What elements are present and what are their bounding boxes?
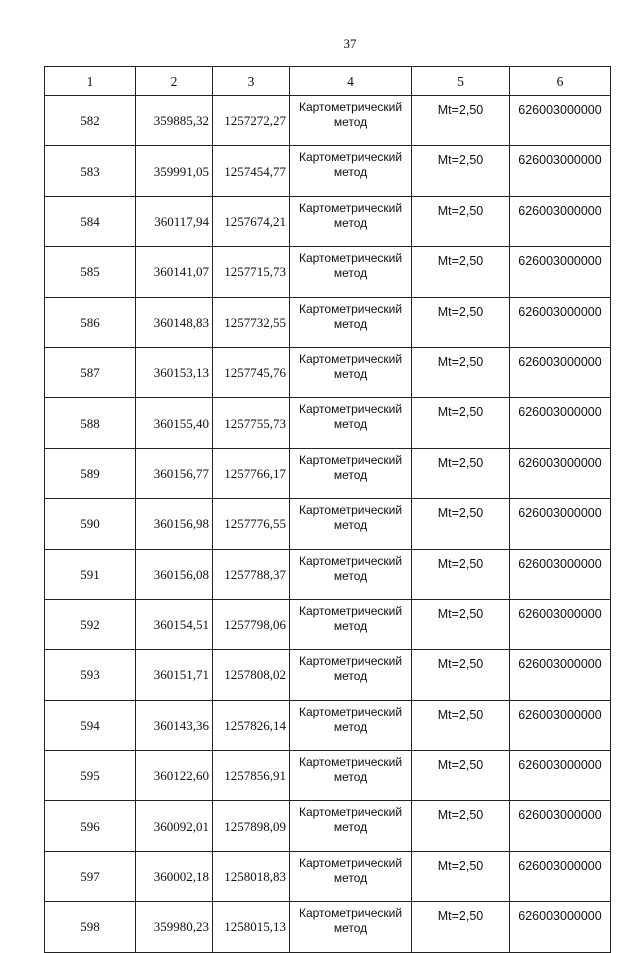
method-text: Картометрический [298,654,403,669]
point-number: 595 [45,751,136,801]
method-text: Картометрический [298,805,403,820]
method-text: метод [333,165,368,180]
table-row [45,650,611,700]
x-coordinate: 360151,71 [136,650,213,700]
method-text: метод [333,770,368,785]
method-text: метод [333,568,368,583]
method-cell [290,247,412,297]
point-number: 594 [45,700,136,750]
method-cell [290,902,412,952]
method-cell [290,448,412,498]
code-value: 626003000000 [510,549,611,599]
x-coordinate: 359991,05 [136,146,213,196]
accuracy-value: Mt=2,50 [412,549,510,599]
y-coordinate: 1257798,06 [213,599,290,649]
x-coordinate: 360141,07 [136,247,213,297]
code-value: 626003000000 [510,801,611,851]
y-coordinate: 1257898,09 [213,801,290,851]
table-row [45,751,611,801]
page-number: 37 [343,36,357,51]
method-cell [290,549,412,599]
x-coordinate: 360156,98 [136,499,213,549]
y-coordinate: 1257808,02 [213,650,290,700]
method-text: Картометрический [298,402,403,417]
method-text: Картометрический [298,200,403,215]
code-value: 626003000000 [510,297,611,347]
method-cell [290,851,412,901]
point-number: 582 [45,96,136,146]
method-text: Картометрический [298,755,403,770]
table-row [45,599,611,649]
code-value: 626003000000 [510,146,611,196]
x-coordinate: 360153,13 [136,347,213,397]
method-cell [290,499,412,549]
accuracy-value: Mt=2,50 [412,801,510,851]
table-row [45,146,611,196]
accuracy-value: Mt=2,50 [412,146,510,196]
accuracy-value: Mt=2,50 [412,599,510,649]
column-header: 5 [412,67,510,96]
column-header: 4 [290,67,412,96]
method-cell [290,347,412,397]
accuracy-value: Mt=2,50 [412,751,510,801]
table-row [45,196,611,246]
method-cell [290,146,412,196]
point-number: 596 [45,801,136,851]
table-row [45,398,611,448]
column-header: 6 [510,67,611,96]
point-number: 592 [45,599,136,649]
y-coordinate: 1257674,21 [213,196,290,246]
point-number: 588 [45,398,136,448]
y-coordinate: 1257454,77 [213,146,290,196]
code-value: 626003000000 [510,96,611,146]
accuracy-value: Mt=2,50 [412,902,510,952]
code-value: 626003000000 [510,347,611,397]
table-row [45,96,611,146]
method-cell [290,650,412,700]
y-coordinate: 1257776,55 [213,499,290,549]
x-coordinate: 360092,01 [136,801,213,851]
accuracy-value: Mt=2,50 [412,650,510,700]
x-coordinate: 360154,51 [136,599,213,649]
code-value: 626003000000 [510,247,611,297]
method-text: метод [333,669,368,684]
accuracy-value: Mt=2,50 [412,297,510,347]
y-coordinate: 1257755,73 [213,398,290,448]
accuracy-value: Mt=2,50 [412,700,510,750]
code-value: 626003000000 [510,700,611,750]
accuracy-value: Mt=2,50 [412,398,510,448]
method-text: Картометрический [298,603,403,618]
table-row [45,700,611,750]
method-cell [290,96,412,146]
method-text: Картометрический [298,100,403,114]
column-header: 2 [136,67,213,96]
method-text: метод [333,366,368,381]
method-text: метод [333,115,368,129]
code-value: 626003000000 [510,448,611,498]
code-value: 626003000000 [510,902,611,952]
x-coordinate: 360148,83 [136,297,213,347]
point-number: 590 [45,499,136,549]
method-text: Картометрический [298,351,403,366]
accuracy-value: Mt=2,50 [412,96,510,146]
method-text: Картометрический [298,301,403,316]
method-text: Картометрический [298,503,403,518]
point-number: 597 [45,851,136,901]
y-coordinate: 1257272,27 [213,96,290,146]
header-row [45,67,611,96]
method-cell [290,801,412,851]
method-text: метод [333,820,368,835]
coordinates-table [44,66,611,953]
x-coordinate: 360155,40 [136,398,213,448]
code-value: 626003000000 [510,650,611,700]
y-coordinate: 1257788,37 [213,549,290,599]
y-coordinate: 1257766,17 [213,448,290,498]
table-row [45,902,611,952]
method-text: метод [333,316,368,331]
point-number: 593 [45,650,136,700]
method-text: Картометрический [298,150,403,165]
method-text: Картометрический [298,906,403,921]
method-text: Картометрический [298,251,403,266]
column-header: 1 [45,67,136,96]
code-value: 626003000000 [510,499,611,549]
method-text: Картометрический [298,704,403,719]
point-number: 583 [45,146,136,196]
y-coordinate: 1257715,73 [213,247,290,297]
code-value: 626003000000 [510,599,611,649]
table-row [45,347,611,397]
x-coordinate: 360117,94 [136,196,213,246]
point-number: 585 [45,247,136,297]
table-row [45,851,611,901]
method-text: метод [333,215,368,230]
point-number: 591 [45,549,136,599]
method-text: метод [333,467,368,482]
x-coordinate: 359885,32 [136,96,213,146]
method-text: Картометрический [298,452,403,467]
method-cell [290,700,412,750]
x-coordinate: 360143,36 [136,700,213,750]
method-cell [290,297,412,347]
point-number: 598 [45,902,136,952]
code-value: 626003000000 [510,851,611,901]
method-text: метод [333,266,368,281]
point-number: 587 [45,347,136,397]
method-text: метод [333,719,368,734]
accuracy-value: Mt=2,50 [412,851,510,901]
method-text: метод [333,417,368,432]
table-row [45,801,611,851]
accuracy-value: Mt=2,50 [412,347,510,397]
point-number: 584 [45,196,136,246]
table-row [45,549,611,599]
x-coordinate: 360002,18 [136,851,213,901]
method-text: метод [333,870,368,885]
method-cell [290,751,412,801]
method-text: метод [333,921,368,936]
point-number: 589 [45,448,136,498]
x-coordinate: 360156,08 [136,549,213,599]
y-coordinate: 1257745,76 [213,347,290,397]
code-value: 626003000000 [510,398,611,448]
table-row [45,448,611,498]
point-number: 586 [45,297,136,347]
method-cell [290,599,412,649]
y-coordinate: 1257732,55 [213,297,290,347]
table-row [45,247,611,297]
method-cell [290,196,412,246]
method-text: метод [333,618,368,633]
accuracy-value: Mt=2,50 [412,196,510,246]
code-value: 626003000000 [510,196,611,246]
y-coordinate: 1257856,91 [213,751,290,801]
accuracy-value: Mt=2,50 [412,247,510,297]
method-text: Картометрический [298,553,403,568]
y-coordinate: 1257826,14 [213,700,290,750]
y-coordinate: 1258018,83 [213,851,290,901]
table-row [45,297,611,347]
code-value: 626003000000 [510,751,611,801]
x-coordinate: 360122,60 [136,751,213,801]
x-coordinate: 359980,23 [136,902,213,952]
method-text: метод [333,518,368,533]
accuracy-value: Mt=2,50 [412,499,510,549]
accuracy-value: Mt=2,50 [412,448,510,498]
x-coordinate: 360156,77 [136,448,213,498]
method-text: Картометрический [298,855,403,870]
method-cell [290,398,412,448]
column-header: 3 [213,67,290,96]
y-coordinate: 1258015,13 [213,902,290,952]
table-row [45,499,611,549]
